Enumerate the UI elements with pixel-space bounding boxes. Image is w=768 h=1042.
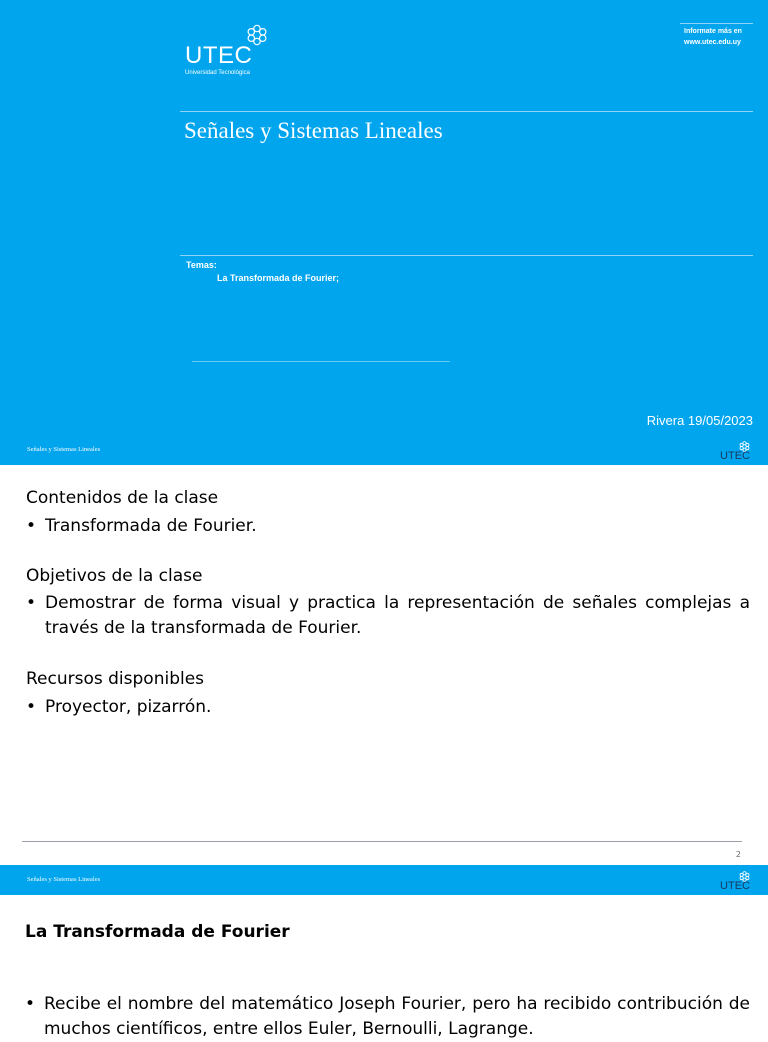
utec-wordmark: UTEC <box>185 42 253 69</box>
footer-utec-wordmark: UTEC <box>720 450 750 462</box>
short-divider <box>192 361 450 362</box>
header-utec-wordmark: UTEC <box>720 880 750 892</box>
utec-subtitle: Universidad Tecnológica <box>185 70 250 76</box>
bullet-text: Proyector, pizarrón. <box>45 697 212 717</box>
title-slide <box>0 0 768 435</box>
temas-item: La Transformada de Fourier; <box>217 273 340 283</box>
bullet-item <box>26 591 750 641</box>
section-heading-contenidos: Contenidos de la clase <box>26 488 219 508</box>
utec-logo <box>185 24 252 76</box>
bullet-text: Demostrar de forma visual y practica la representación de señales complejas a través de la transformada de Fourier. <box>45 593 750 638</box>
temas-label: Temas: <box>186 260 217 270</box>
bullet-item <box>25 992 750 1042</box>
bullet-dot-icon: • <box>25 994 36 1014</box>
page-number: 2 <box>735 850 741 859</box>
section-heading-recursos: Recursos disponibles <box>26 669 205 689</box>
slide-header-bar <box>0 865 768 895</box>
bullet-item <box>26 514 750 539</box>
bullet-dot-icon: • <box>26 593 37 613</box>
header-course-label: Señales y Sistemas Lineales <box>27 876 101 883</box>
info-divider <box>680 23 753 24</box>
slide-heading: La Transformada de Fourier <box>25 922 290 942</box>
section-heading-objetivos: Objetivos de la clase <box>26 566 203 586</box>
slide-title: Señales y Sistemas Lineales <box>184 118 443 143</box>
bullet-dot-icon: • <box>26 516 37 536</box>
bullet-text: Transformada de Fourier. <box>45 516 257 536</box>
title-divider-top <box>180 111 753 112</box>
bullet-text: Recibe el nombre del matemático Joseph Fourier, pero ha recibido contribución de muchos científicos, entre ellos Euler, Bernoulli, Lagrange. <box>44 994 750 1039</box>
slide-bottom-divider <box>22 841 742 842</box>
presentation-date: Rivera 19/05/2023 <box>646 413 753 428</box>
slide-footer-bar <box>0 435 768 465</box>
info-url[interactable]: www.utec.edu.uy <box>684 39 741 46</box>
fourier-slide <box>0 895 768 1039</box>
bullet-dot-icon: • <box>26 697 37 717</box>
title-divider-bottom <box>180 255 753 256</box>
temas-block <box>186 259 339 285</box>
utec-flower-icon <box>246 24 268 46</box>
info-line-1: Informate más en <box>684 28 742 35</box>
bullet-item <box>26 695 750 720</box>
info-block <box>684 26 742 48</box>
content-slide <box>0 465 768 865</box>
footer-course-label: Señales y Sistemas Lineales <box>27 446 101 453</box>
